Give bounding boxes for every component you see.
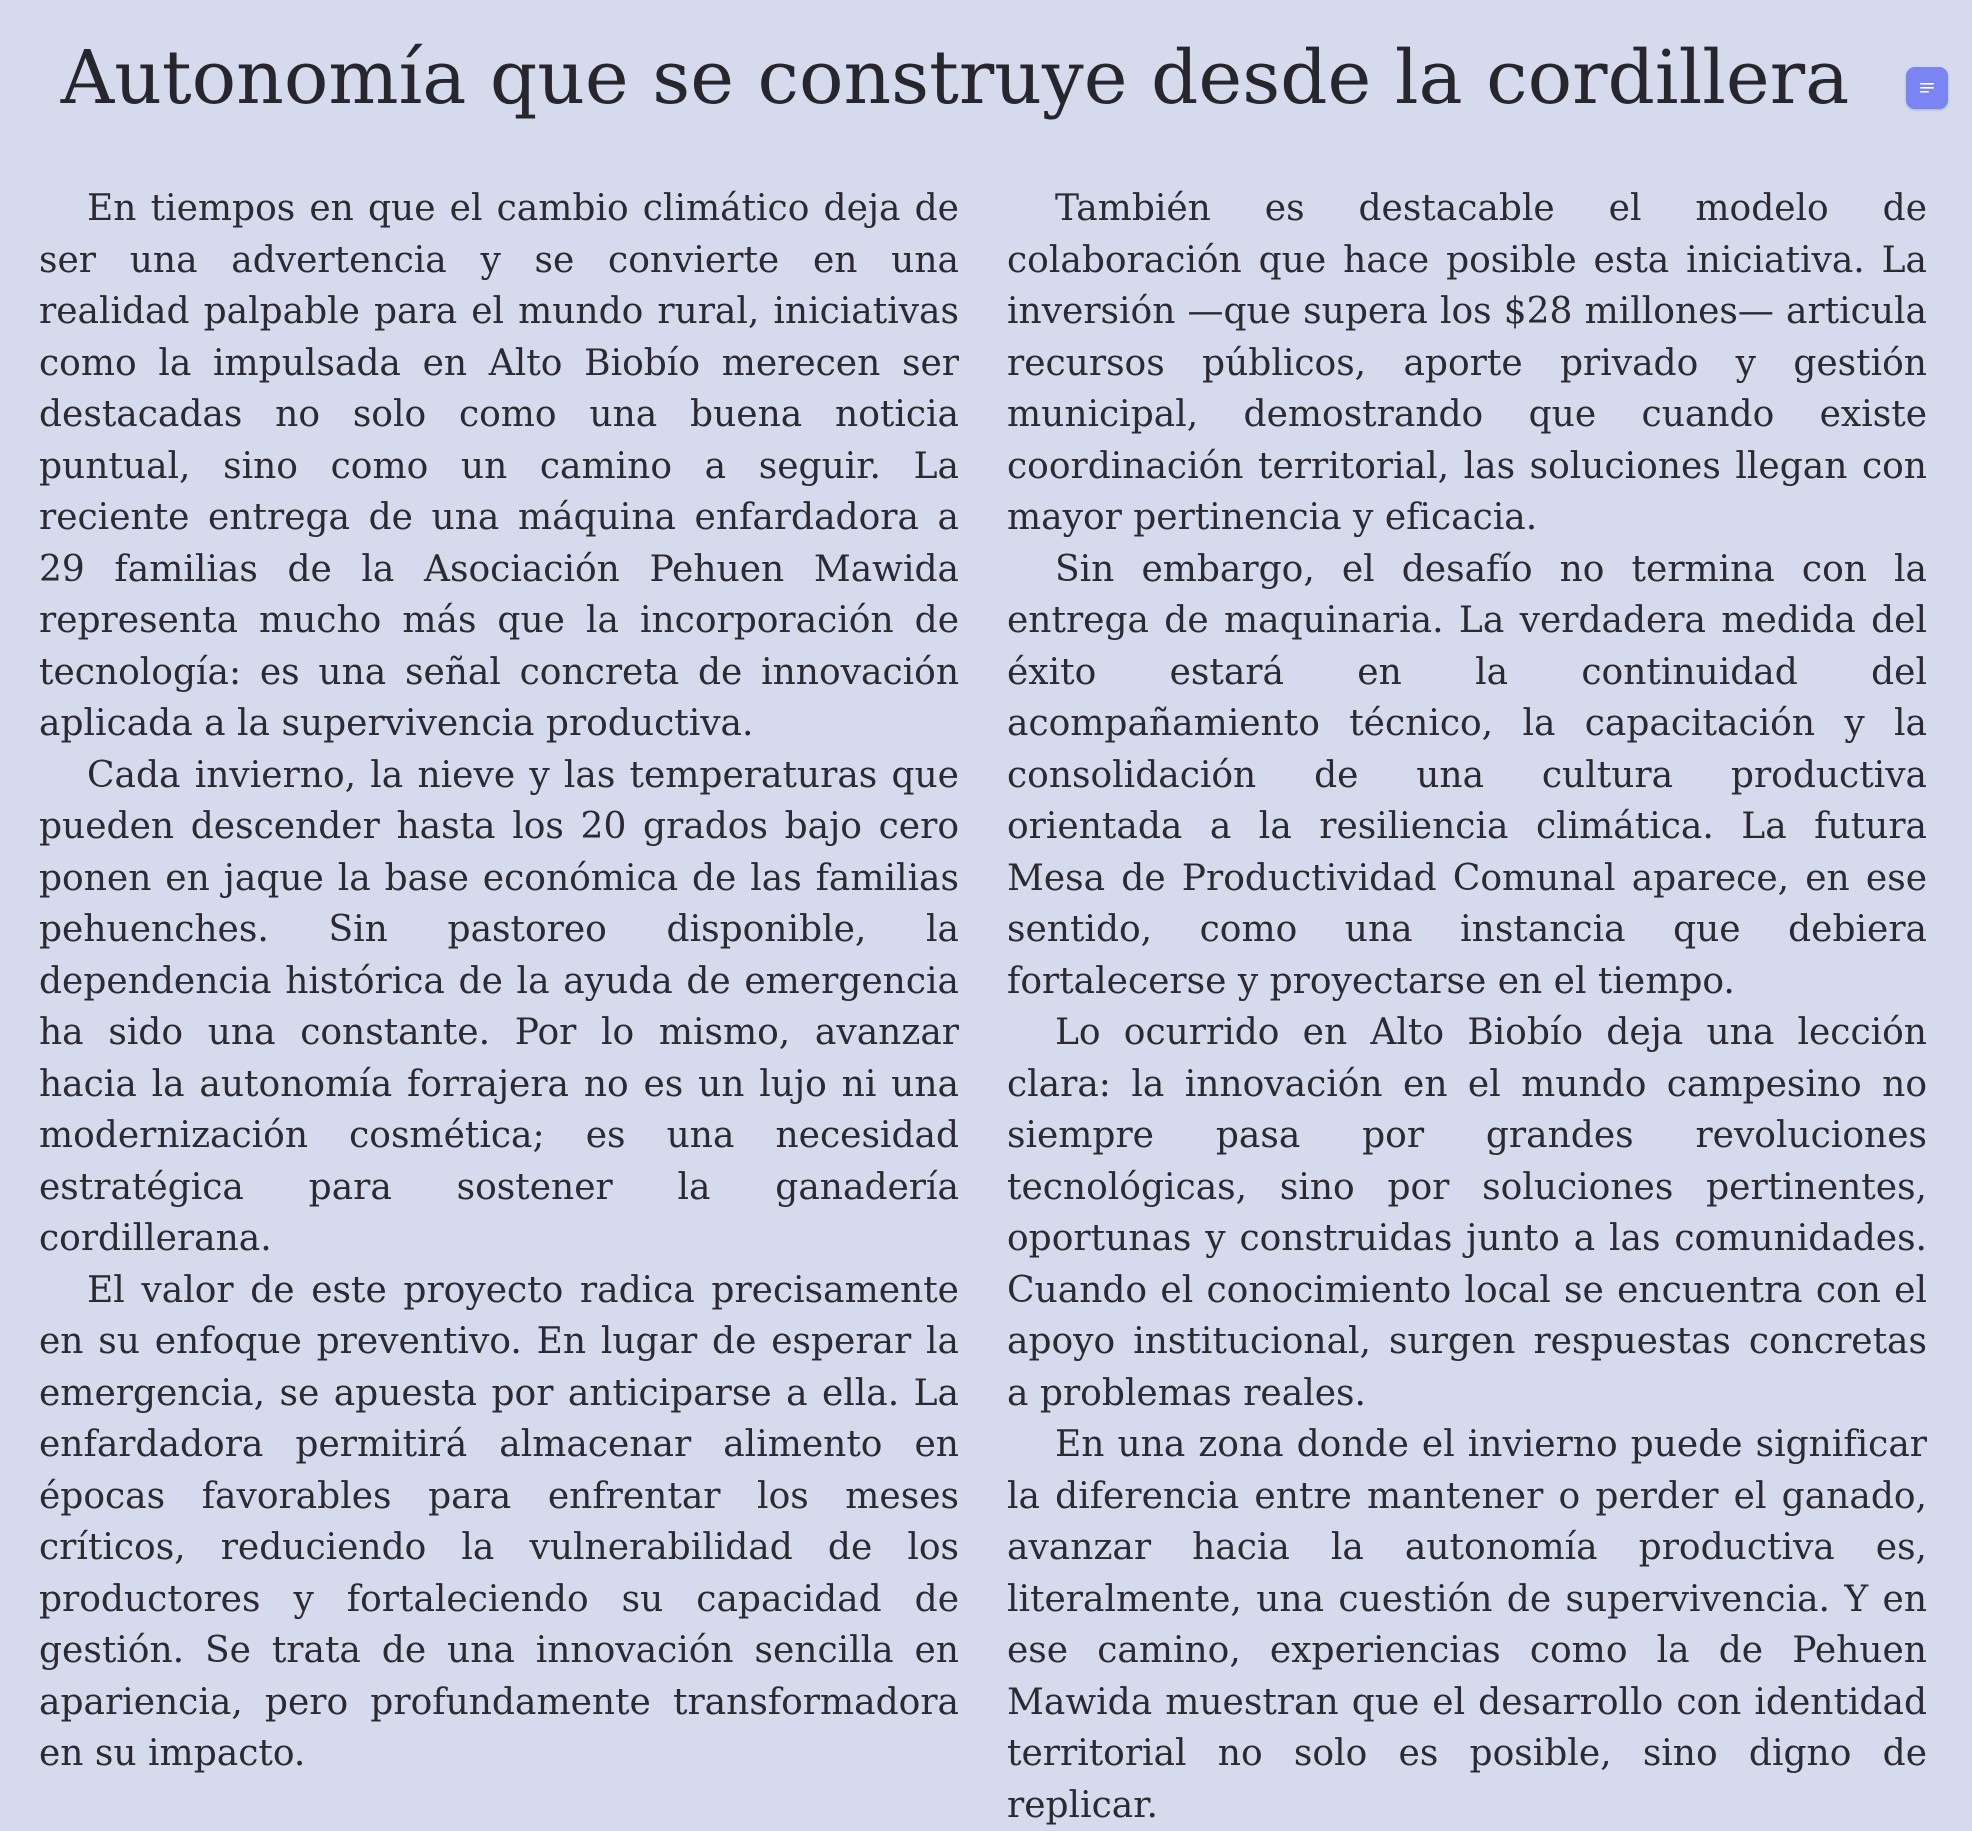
note-icon[interactable] <box>1906 67 1948 109</box>
note-lines-icon <box>1918 81 1936 95</box>
article-paragraph: Cada invierno, la nieve y las temperaturas que pueden descender hasta los 20 grados bajo cero ponen en jaque la base económica de las familias pehuenches. Sin pastoreo disponible, la dependencia histórica de la ayuda de emergencia ha sido una constante. Por lo mismo, avanzar hacia la autonomía forrajera no es un lujo ni una modernización cosmética; es una necesidad estratégica para sostener la ganadería cordillerana. <box>39 754 959 1259</box>
article-title: Autonomía que se construye desde la cordillera <box>60 35 1850 121</box>
article-paragraph: Lo ocurrido en Alto Biobío deja una lección clara: la innovación en el mundo campesino no siempre pasa por grandes revoluciones tecnológicas, sino por soluciones pertinentes, oportunas y construidas junto a las comunidades. Cuando el conocimiento local se encuentra con el apoyo institucional, surgen respuestas concretas a problemas reales. <box>1007 1012 1927 1414</box>
article-paragraph: En una zona donde el invierno puede significar la diferencia entre mantener o perder el ganado, avanzar hacia la autonomía productiva es, literalmente, una cuestión de supervivencia. Y en ese camino, experiencias como la de Pehuen Mawida muestran que el desarrollo con identidad territorial no solo es posible, sino digno de replicar. <box>1007 1424 1927 1826</box>
article-paragraph: El valor de este proyecto radica precisamente en su enfoque preventivo. En lugar de esperar la emergencia, se apuesta por anticiparse a ella. La enfardadora permitirá almacenar alimento en épocas favorables para enfrentar los meses críticos, reduciendo la vulnerabilidad de los productores y fortaleciendo su capacidad de gestión. Se trata de una innovación sencilla en apariencia, pero profundamente transformadora en su impacto. <box>39 1269 959 1774</box>
article-column-left <box>39 183 959 1780</box>
article-paragraph: Sin embargo, el desafío no termina con la entrega de maquinaria. La verdadera medida del éxito estará en la continuidad del acompañamiento técnico, la capacitación y la consolidación de una cultura productiva orientada a la resiliencia climática. La futura Mesa de Productividad Comunal aparece, en ese sentido, como una instancia que debiera fortalecerse y proyectarse en el tiempo. <box>1007 548 1927 1002</box>
article-paragraph: También es destacable el modelo de colaboración que hace posible esta iniciativa. La inversión —que supera los $28 millones— articula recursos públicos, aporte privado y gestión municipal, demostrando que cuando existe coordinación territorial, las soluciones llegan con mayor pertinencia y eficacia. <box>1007 188 1927 538</box>
article-column-right <box>1007 183 1927 1831</box>
article-paragraph: En tiempos en que el cambio climático deja de ser una advertencia y se convierte en una realidad palpable para el mundo rural, iniciativas como la impulsada en Alto Biobío merecen ser destacadas no solo como una buena noticia puntual, sino como un camino a seguir. La reciente entrega de una máquina enfardadora a 29 familias de la Asociación Pehuen Mawida representa mucho más que la incorporación de tecnología: es una señal concreta de innovación aplicada a la supervivencia productiva. <box>39 188 959 744</box>
